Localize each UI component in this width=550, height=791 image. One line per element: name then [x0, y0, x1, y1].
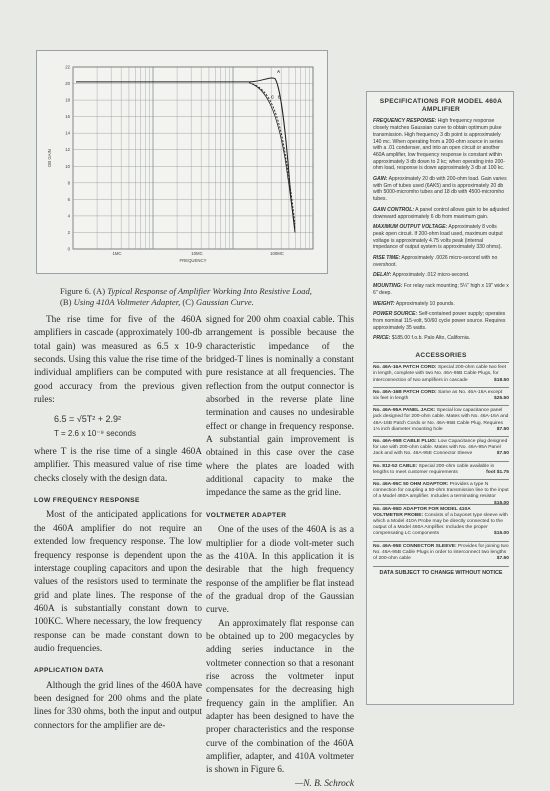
- caption-c-prefix: (C): [182, 296, 194, 307]
- left-paragraph-3: Most of the anticipated applications for the 460A amplifier do not require an extended low frequency response. The low frequency response is dependent upon the interstage coupling capacitors and upon the values of the resistors used to terminate the grid and plate lines. The response of the 460A is substantially constant down to 100KC. Where necessary, the low frequency response can be made constant down to audio frequencies.: [34, 510, 202, 654]
- spec-value: High frequency response closely matches Gaussian curve to obtain optimum pulse transmission. High frequency 3 db point is approximately 140 mc. When operating from a 200-ohm source in series with a .01 condenser, and into an open circuit or another 460A amplifier, low frequency response is constant within approximately 3 db down to 2 kc; when operating into 200-ohm load, response is down approximately 3 db at 100 kc.: [373, 118, 505, 172]
- author-signature: —N. B. Schrock: [294, 778, 354, 789]
- spec-key: FREQUENCY RESPONSE:: [373, 118, 437, 125]
- caption-prefix: Figure 6. (A): [60, 286, 106, 296]
- y-tick-label: 2: [67, 229, 70, 235]
- caption-c: Gaussian Curve.: [196, 296, 254, 307]
- accessory-price: foot $1.75: [486, 469, 509, 475]
- accessory-description: Special low capacitance panel jack designed for 200-ohm cable. Mates with No. 46A-16A and 46A-16B Patch Cords or No. 46A-95B Cable Plug. Requires 1⅛ inch diameter mounting hole: [373, 408, 509, 432]
- accessory-price: $7.50: [496, 555, 509, 561]
- y-tick-label: 12: [65, 147, 70, 153]
- accessory-description: Special 200-ohm cable available in lengths to meet customer requirements: [373, 463, 495, 475]
- response-figure: [36, 50, 328, 274]
- y-tick-label: 20: [65, 81, 70, 87]
- application-data-heading: APPLICATION DATA: [34, 667, 104, 675]
- accessory-price: $15.00: [494, 500, 509, 506]
- spec-key: WEIGHT:: [373, 300, 395, 307]
- spec-key: GAIN CONTROL:: [373, 206, 415, 213]
- low-frequency-heading: LOW FREQUENCY RESPONSE: [34, 497, 140, 505]
- spec-value: Approximately .0026 micro-second with no overshoot.: [373, 255, 498, 268]
- spec-item: [373, 224, 509, 251]
- accessory-key: No. 46A-95C 50 OHM ADAPTOR:: [373, 481, 449, 487]
- spec-item: [373, 335, 509, 342]
- figure-caption: [60, 286, 330, 307]
- y-tick-label: 0: [67, 246, 70, 252]
- y-tick-label: 4: [67, 213, 70, 219]
- curve-label: B: [278, 94, 282, 100]
- spec-value: Approximately .012 micro-second.: [392, 272, 470, 279]
- accessory-description: Special 200-ohm cable two feet in length, complete with two No. 46A-95B Cable Plugs, for interconnection of two amplifiers in cascade: [373, 365, 507, 383]
- curve-label: A: [277, 68, 281, 74]
- spec-value: Self-contained power supply; operates from nominal 115-volt, 50/60 cycle power source. Requires approximately 35 watts.: [373, 311, 506, 331]
- middle-paragraph-1: signed for 200 ohm coaxial cable. This arrangement is possible because the characteristic impedance of the bridged-T lines is nominally a constant pure resistance at all frequencies. The reflection from the output connector is absorbed in the reverse plate line termination and causes no undesirable effect or change in frequency response. A substantial gain improvement is obtained in this case over the case where the plates are loaded with additional capacity to make the impedance the same as the grid line.: [206, 315, 354, 499]
- spec-value: For relay rack mounting; 5¼" high x 19" wide x 6" deep.: [373, 283, 509, 296]
- caption-b-prefix: (B): [60, 296, 72, 307]
- accessory-price: $15.00: [494, 531, 509, 537]
- plot-area: [73, 67, 313, 249]
- y-tick-label: 6: [67, 196, 70, 202]
- response-chart: [37, 51, 327, 273]
- spec-item: [373, 207, 509, 220]
- spec-value: Approximately 10 pounds.: [395, 300, 455, 307]
- accessory-description: Consists of a bayonet type sleeve with which a Model 410A Probe may be directly connected to the output of a Model 460A Amplifier. Includes the proper compensating LC components: [373, 512, 508, 537]
- y-tick-label: 8: [67, 180, 70, 186]
- x-axis-label: FREQUENCY: [179, 258, 207, 263]
- formula-line-2: T = 2.6 x 10⁻⁹ seconds: [54, 428, 136, 438]
- accessory-item: [373, 504, 509, 541]
- y-tick-label: 16: [65, 114, 70, 120]
- accessory-description: Provides a type N connection for coupling a 50-ohm transmission line to the input of a Model 460A amplifier. Includes a terminating resistor: [373, 481, 509, 500]
- accessory-item: [373, 362, 509, 387]
- spec-value: Approximately 8 volts peak open circuit. If 200-ohm load used, maximum output voltage is approximately 4.75 volts peak (internal impedance of output system is approximately 330 ohms).: [373, 224, 503, 251]
- middle-column: [206, 314, 354, 791]
- accessory-description: Provides for joining two No. 46A-95B Cable Plugs in order to interconnect two lengths of 200-ohm cable: [373, 543, 509, 561]
- accessory-item: [373, 405, 509, 436]
- accessory-price: $7.50: [496, 426, 509, 432]
- specifications-list: [373, 118, 509, 342]
- spec-key: MAXIMUM OUTPUT VOLTAGE:: [373, 224, 448, 231]
- spec-item: [373, 272, 509, 279]
- spec-item: [373, 118, 509, 172]
- voltmeter-adapter-heading: VOLTMETER ADAPTER: [206, 511, 287, 519]
- accessory-item: [373, 541, 509, 566]
- left-paragraph-1: The rise time for five of the 460A amplifiers in cascade (approximately 100-db total gain) was measured as 6.5 x 10-9 seconds. Using this value the rise time of the individual amplifiers can be computed with good accuracy from the previous given rules:: [34, 315, 202, 406]
- accessories-title: ACCESSORIES: [415, 352, 467, 360]
- x-tick-label: 100MC: [270, 251, 284, 256]
- y-tick-label: 10: [65, 163, 70, 169]
- accessory-key: No. 46A-95E CONNECTOR SLEEVE:: [373, 543, 457, 549]
- y-axis-label: DB GAIN: [47, 149, 52, 167]
- spec-key: POWER SOURCE:: [373, 311, 418, 318]
- middle-paragraph-3: An approximately flat response can be obtained up to 200 megacycles by adding series inductance in the voltmeter connection so that a resonant rise across the voltmeter input compensates for the decreasing high frequency gain in the amplifier. An adapter has been designed to have the proper characteristics and the response curve of the combination of the 460A amplifier, adapter, and 410A voltmeter is shown in Figure 6.: [206, 618, 354, 776]
- caption-a: Typical Response of Amplifier Working Into Resistive Load,: [107, 286, 312, 296]
- spec-key: GAIN:: [373, 176, 388, 183]
- accessory-price: $25.50: [494, 395, 509, 401]
- accessory-item: [373, 387, 509, 405]
- accessory-key: No. 46A-16B PATCH CORD:: [373, 389, 437, 395]
- left-paragraph-2: where T is the rise time of a single 460A amplifier. This measured value of rise time checks closely with the design data.: [34, 447, 202, 484]
- spec-value: $185.00 f.o.b. Palo Alto, California.: [391, 335, 471, 342]
- spec-item: [373, 311, 509, 331]
- spec-key: DELAY:: [373, 272, 392, 279]
- x-tick-label: 1MC: [112, 251, 122, 256]
- caption-b: Using 410A Voltmeter Adapter,: [73, 296, 181, 307]
- spec-key: MOUNTING:: [373, 283, 403, 290]
- formula-line-1: 6.5 = √5T² + 2.9²: [54, 414, 121, 425]
- spec-key: PRICE:: [373, 335, 391, 342]
- specifications-title: SPECIFICATIONS FOR MODEL 460A AMPLIFIER: [379, 98, 503, 114]
- data-subject-notice: DATA SUBJECT TO CHANGE WITHOUT NOTICE: [373, 566, 509, 577]
- curve-label: C: [271, 94, 275, 100]
- spec-value: A panel control allows gain to be adjusted downward approximately 6 db from maximum gain.: [373, 206, 509, 220]
- y-tick-label: 14: [65, 130, 70, 136]
- accessory-key: No. 46A-95A PANEL JACK:: [373, 408, 436, 414]
- spec-key: RISE TIME:: [373, 255, 401, 262]
- accessory-key: No. 46A-95D ADAPTOR FOR MODEL 410A VOLTMETER PROBE:: [373, 506, 471, 518]
- accessory-item: [373, 436, 509, 461]
- x-tick-label: 10MC: [191, 251, 203, 256]
- spec-item: [373, 255, 509, 268]
- spec-item: [373, 176, 509, 203]
- accessory-description: Same as No. 46A-16A except six feet in length: [373, 389, 503, 401]
- middle-paragraph-2: One of the uses of the 460A is as a multiplier for a diode volt-meter such as the 410A. In this application it is desirable that the high frequency response of the amplifier be flat instead of the gradual drop of the Gaussian curve.: [206, 525, 354, 616]
- y-tick-label: 22: [65, 64, 70, 70]
- y-tick-label: 18: [65, 97, 70, 103]
- accessory-description: Low Capacitance plug designed for use with 200-ohm cable. Mates with No. 46A-95A Panel Jack and with No. 46A-95E Connector Sleeve: [373, 438, 508, 457]
- left-column: [34, 314, 202, 733]
- accessory-item: [373, 461, 509, 479]
- accessory-key: No. 46A-95B CABLE PLUG:: [373, 438, 437, 444]
- specifications-box: [366, 91, 514, 705]
- accessory-key: No. 46A-16A PATCH CORD:: [373, 365, 437, 371]
- rise-time-formula: [54, 413, 202, 440]
- spec-item: [373, 301, 509, 308]
- left-paragraph-4: Although the grid lines of the 460A have been designed for 200 ohms and the plate lines for 330 ohms, both the input and output connectors for the amplifier are de-: [34, 680, 202, 731]
- accessory-price: $7.50: [496, 451, 509, 457]
- accessory-item: [373, 479, 509, 504]
- spec-value: Approximately 20 db with 200-ohm load. Gain varies with Gm of tubes used (6AK5) and is approximately 20 db with 5000-micromho tubes and 18 db with 4500-micromho tubes.: [373, 176, 507, 203]
- accessories-list: [373, 362, 509, 565]
- accessory-key: No. 812-52 CABLE:: [373, 463, 418, 469]
- spec-item: [373, 283, 509, 296]
- accessory-price: $18.50: [494, 377, 509, 383]
